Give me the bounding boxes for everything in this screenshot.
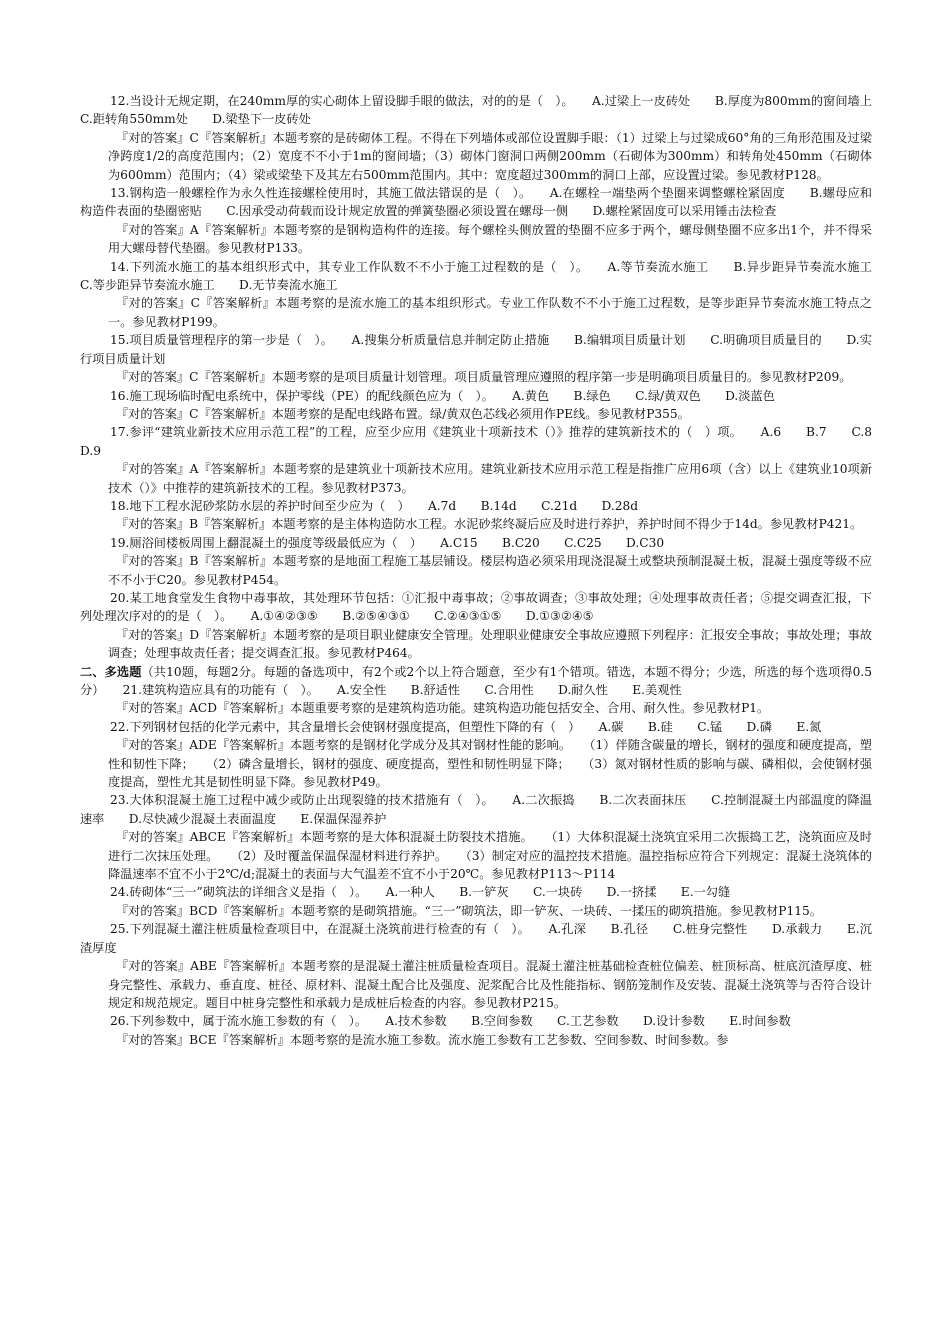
- answer-15: 『对的答案』C『答案解析』本题考察的是项目质量计划管理。项目质量管理应遵照的程序第一步是明确项目质量目的。参见教材P209。: [116, 370, 852, 385]
- section-multi-choice: [80, 663, 872, 700]
- question-17: 17.参评“建筑业新技术应用示范工程”的工程，应至少应用《建筑业十项新技术（）》推荐的建筑新技术的（ ）项。 A.6 B.7 C.8 D.9: [80, 425, 897, 458]
- question-22: 22.下列钢材包括的化学元素中，其含量增长会使钢材强度提高，但塑性下降的有（ ） A.碳 B.硅 C.锰 D.磷 E.氮: [110, 719, 822, 734]
- answer-20: 『对的答案』D『答案解析』本题考察的是项目职业健康安全管理。处理职业健康安全事故应遵照下列程序：汇报安全事故；事故处理；事故调查；处理事故责任者；提交调查汇报。参见教材P464。: [108, 627, 872, 661]
- answer-26: 『对的答案』BCE『答案解析』本题考察的是流水施工参数。流水施工参数有工艺参数、空间参数、时间参数。参: [116, 1032, 729, 1047]
- question-26: 26.下列参数中，属于流水施工参数的有（ ）。 A.技术参数 B.空间参数 C.工艺参数 D.设计参数 E.时间参数: [110, 1014, 791, 1029]
- question-16: 16.施工现场临时配电系统中，保护零线（PE）的配线颜色应为（ ）。 A.黄色 B.绿色 C.绿/黄双色 D.淡蓝色: [110, 388, 775, 403]
- answer-18: 『对的答案』B『答案解析』本题考察的是主体构造防水工程。水泥砂浆终凝后应及时进行养护，养护时间不得少于14d。参见教材P421。: [116, 517, 863, 532]
- document-page: [80, 92, 897, 1049]
- answer-19: 『对的答案』B『答案解析』本题考察的是地面工程施工基层铺设。楼层构造必须采用现浇混凝土或整块预制混凝土板，混凝土强度等级不应不不小于C20。参见教材P454。: [108, 554, 872, 587]
- question-19: 19.厕浴间楼板周围上翻混凝土的强度等级最低应为（ ） A.C15 B.C20 C.C25 D.C30: [110, 535, 665, 550]
- answer-22: 『对的答案』ADE『答案解析』本题考察的是钢材化学成分及其对钢材性能的影响。 （1）伴随含碳量的增长，钢材的强度和硬度提高，塑性和韧性下降； （2）磷含量增长，钢材的强度、硬度提高，塑性和韧性明显下降； （3）氮对钢材性质的影响与碳、磷相似，会使钢材强度提高，塑性尤其是韧性明显下降。参见教材P49。: [108, 738, 872, 790]
- question-25: 25.下列混凝土灌注桩质量检查项目中，在混凝土浇筑前进行检查的有（ ）。 A.孔深 B.孔径 C.桩身完整性 D.承载力 E.沉渣厚度: [80, 922, 872, 955]
- answer-24: 『对的答案』BCD『答案解析』本题考察的是砌筑措施。“三一”砌筑法，即一铲灰、一块砖、一揉压的砌筑措施。参见教材P115。: [116, 903, 822, 918]
- question-23: 23.大体积混凝土施工过程中减少或防止出现裂缝的技术措施有（ ）。 A.二次振捣 B.二次表面抹压 C.控制混凝土内部温度的降温速率 D.尽快减少混凝土表面温度 E.保温保湿养护: [80, 793, 872, 826]
- answer-23: 『对的答案』ABCE『答案解析』本题考察的是大体积混凝土防裂技术措施。 （1）大体积混凝土浇筑宜采用二次振捣工艺，浇筑面应及时进行二次抹压处理。 （2）及时覆盖保温保湿材料进行养护。 （3）制定对应的温控技术措施。温控指标应符合下列规定：混凝土浇筑体的降温速率不宜不小于2℃/d;混凝土的表面与大气温差不宜不小于20℃。参见教材P113～P114: [108, 830, 872, 882]
- question-20: 20.某工地食堂发生食物中毒事故，其处理环节包括：①汇报中毒事故；②事故调查；③事故处理；④处理事故责任者；⑤提交调查汇报，下列处理次序对的的是（ ）。 A.①④②③⑤ B.②⑤④③① C.②④③①⑤ D.①③②④⑤: [80, 590, 872, 624]
- section-heading: 二、多选题: [80, 664, 142, 679]
- answer-12: 『对的答案』C『答案解析』本题考察的是砖砌体工程。不得在下列墙体或部位设置脚手眼：（1）过梁上与过梁成60°角的三角形范围及过梁净跨度1/2的高度范围内；（2）宽度不不小于1m的窗间墙；（3）砌体门窗洞口两侧200mm（石砌体为300mm）和转角处450mm（石砌体为600mm）范围内；（4）梁或梁垫下及其左右500mm范围内。其中：宽度超过300mm的洞口上部，应设置过梁。参见教材P128。: [108, 130, 872, 182]
- answer-14: 『对的答案』C『答案解析』本题考察的是流水施工的基本组织形式。专业工作队数不不小于施工过程数，是等步距异节奏流水施工特点之一。参见教材P199。: [108, 296, 872, 329]
- answer-21: 『对的答案』ACD『答案解析』本题重要考察的是建筑构造功能。建筑构造功能包括安全、合用、耐久性。参见教材P1。: [116, 701, 770, 716]
- question-12: 12.当设计无规定期，在240mm厚的实心砌体上留设脚手眼的做法，对的的是（ ）。 A.过梁上一皮砖处 B.厚度为800mm的窗间墙上 C.距转角550mm处 D.梁垫下一皮砖处: [80, 94, 897, 127]
- section-intro: （共10题，每题2分。每题的备选项中，有2个或2个以上符合题意，至少有1个错项。错选，本题不得分；少选，所选的每个选项得0.5分） 21.建筑构造应具有的功能有（ ）。 A.安全性 B.舒适性 C.合用性 D.耐久性 E.美观性: [80, 664, 873, 697]
- question-24: 24.砖砌体“三一”砌筑法的详细含义是指（ ）。 A.一种人 B.一铲灰 C.一块砖 D.一挤揉 E.一勾缝: [110, 885, 731, 900]
- question-13: 13.钢构造一般螺栓作为永久性连接螺栓使用时，其施工做法错误的是（ ）。 A.在螺栓一端垫两个垫圈来调整螺栓紧固度 B.螺母应和构造件表面的垫圈密贴 C.因承受动荷载而设计规定放置的弹簧垫圈必须设置在螺母一侧 D.螺栓紧固度可以采用锤击法检查: [80, 186, 872, 219]
- answer-16: 『对的答案』C『答案解析』本题考察的是配电线路布置。绿/黄双色芯线必须用作PE线。参见教材P355。: [116, 406, 690, 421]
- answer-13: 『对的答案』A『答案解析』本题考察的是钢构造构件的连接。每个螺栓头侧放置的垫圈不应多于两个，螺母侧垫圈不应多出1个，并不得采用大螺母替代垫圈。参见教材P133。: [108, 222, 872, 256]
- answer-25: 『对的答案』ABE『答案解析』本题考察的是混凝土灌注桩质量检查项目。混凝土灌注桩基础检查桩位偏差、桩顶标高、桩底沉渣厚度、桩身完整性、承载力、垂直度、桩径、原材料、混凝土配合比及强度、泥浆配合比及性能指标、钢筋笼制作及安装、混凝土浇筑等与否符合设计规定和规范规定。题目中桩身完整性和承载力是成桩后检查的内容。参见教材P215。: [108, 959, 872, 1010]
- answer-17: 『对的答案』A『答案解析』本题考察的是建筑业十项新技术应用。建筑业新技术应用示范工程是指推广应用6项（含）以上《建筑业10项新技术（）》中推荐的建筑新技术的工程。参见教材P373。: [108, 462, 872, 495]
- question-14: 14.下列流水施工的基本组织形式中，其专业工作队数不不小于施工过程数的是（ ）。 A.等节奏流水施工 B.异步距异节奏流水施工 C.等步距异节奏流水施工 D.无节奏流水施工: [80, 259, 897, 293]
- question-18: 18.地下工程水泥砂浆防水层的养护时间至少应为（ ） A.7d B.14d C.21d D.28d: [110, 498, 639, 513]
- question-15: 15.项目质量管理程序的第一步是（ ）。 A.搜集分析质量信息并制定防止措施 B.编辑项目质量计划 C.明确项目质量目的 D.实行项目质量计划: [80, 333, 872, 366]
